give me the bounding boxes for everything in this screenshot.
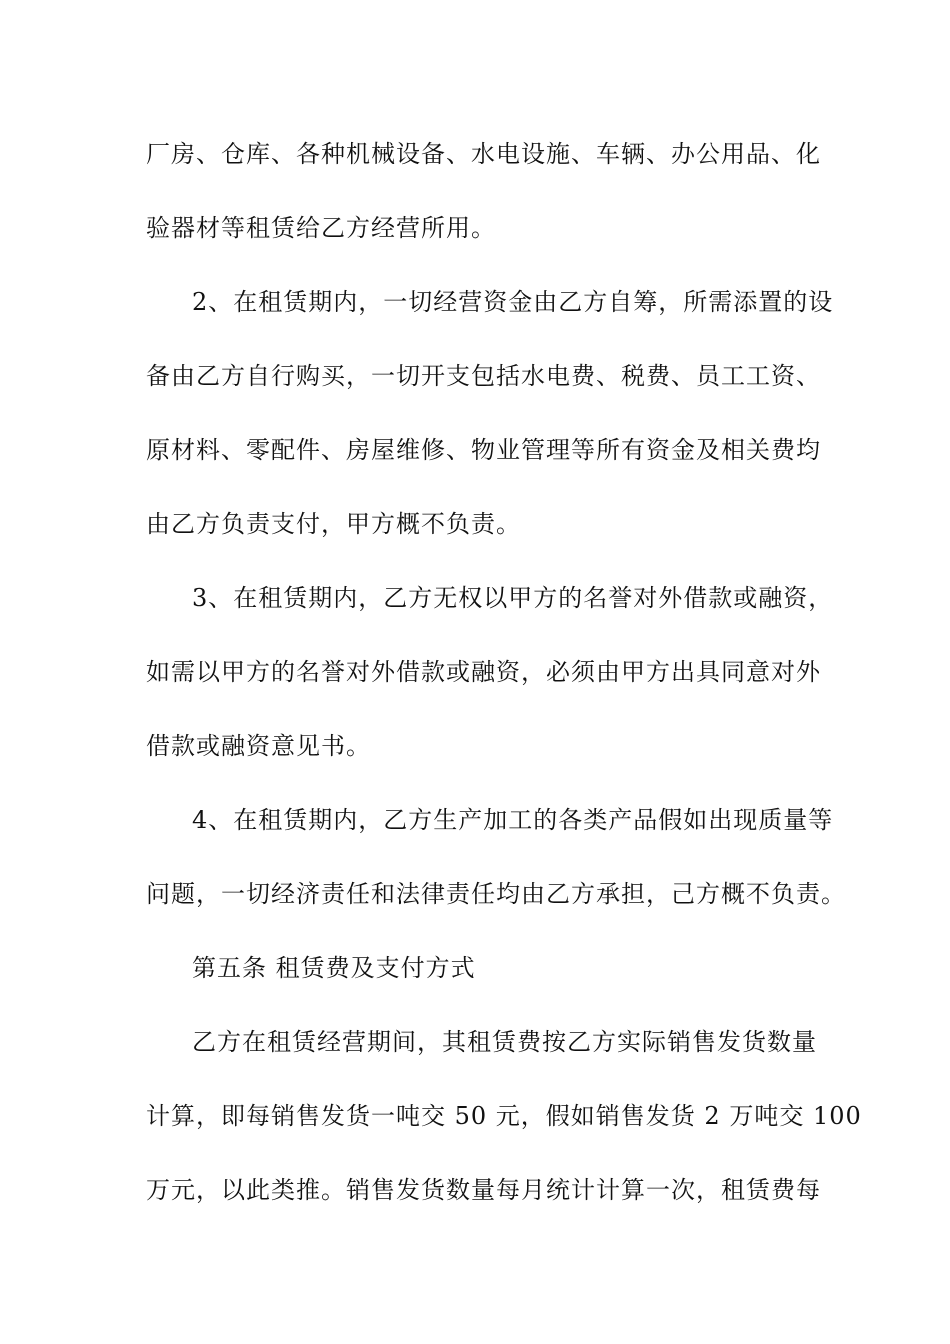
body-text-line: 原材料、零配件、房屋维修、物业管理等所有资金及相关费均	[146, 436, 821, 464]
body-text-line: 由乙方负责支付，甲方概不负责。	[146, 510, 521, 538]
body-text-line: 备由乙方自行购买，一切开支包括水电费、税费、员工工资、	[146, 362, 821, 390]
paragraph-start-line: 4、在租赁期内，乙方生产加工的各类产品假如出现质量等	[192, 806, 834, 834]
paragraph-start-line: 3、在租赁期内，乙方无权以甲方的名誉对外借款或融资，	[192, 584, 834, 612]
body-text-line: 验器材等租赁给乙方经营所用。	[146, 214, 496, 242]
body-text-line: 如需以甲方的名誉对外借款或融资，必须由甲方出具同意对外	[146, 658, 821, 686]
body-text-line: 借款或融资意见书。	[146, 732, 371, 760]
paragraph-start-line: 2、在租赁期内，一切经营资金由乙方自筹，所需添置的设	[192, 288, 834, 316]
body-text-line: 计算，即每销售发货一吨交 50 元，假如销售发货 2 万吨交 100	[146, 1102, 862, 1130]
paragraph-start-line: 乙方在租赁经营期间，其租赁费按乙方实际销售发货数量	[192, 1028, 817, 1056]
section-heading: 第五条 租赁费及支付方式	[192, 954, 476, 982]
body-text-line: 问题，一切经济责任和法律责任均由乙方承担，己方概不负责。	[146, 880, 846, 908]
body-text-line: 厂房、仓库、各种机械设备、水电设施、车辆、办公用品、化	[146, 140, 821, 168]
body-text-line: 万元，以此类推。销售发货数量每月统计计算一次，租赁费每	[146, 1176, 821, 1204]
